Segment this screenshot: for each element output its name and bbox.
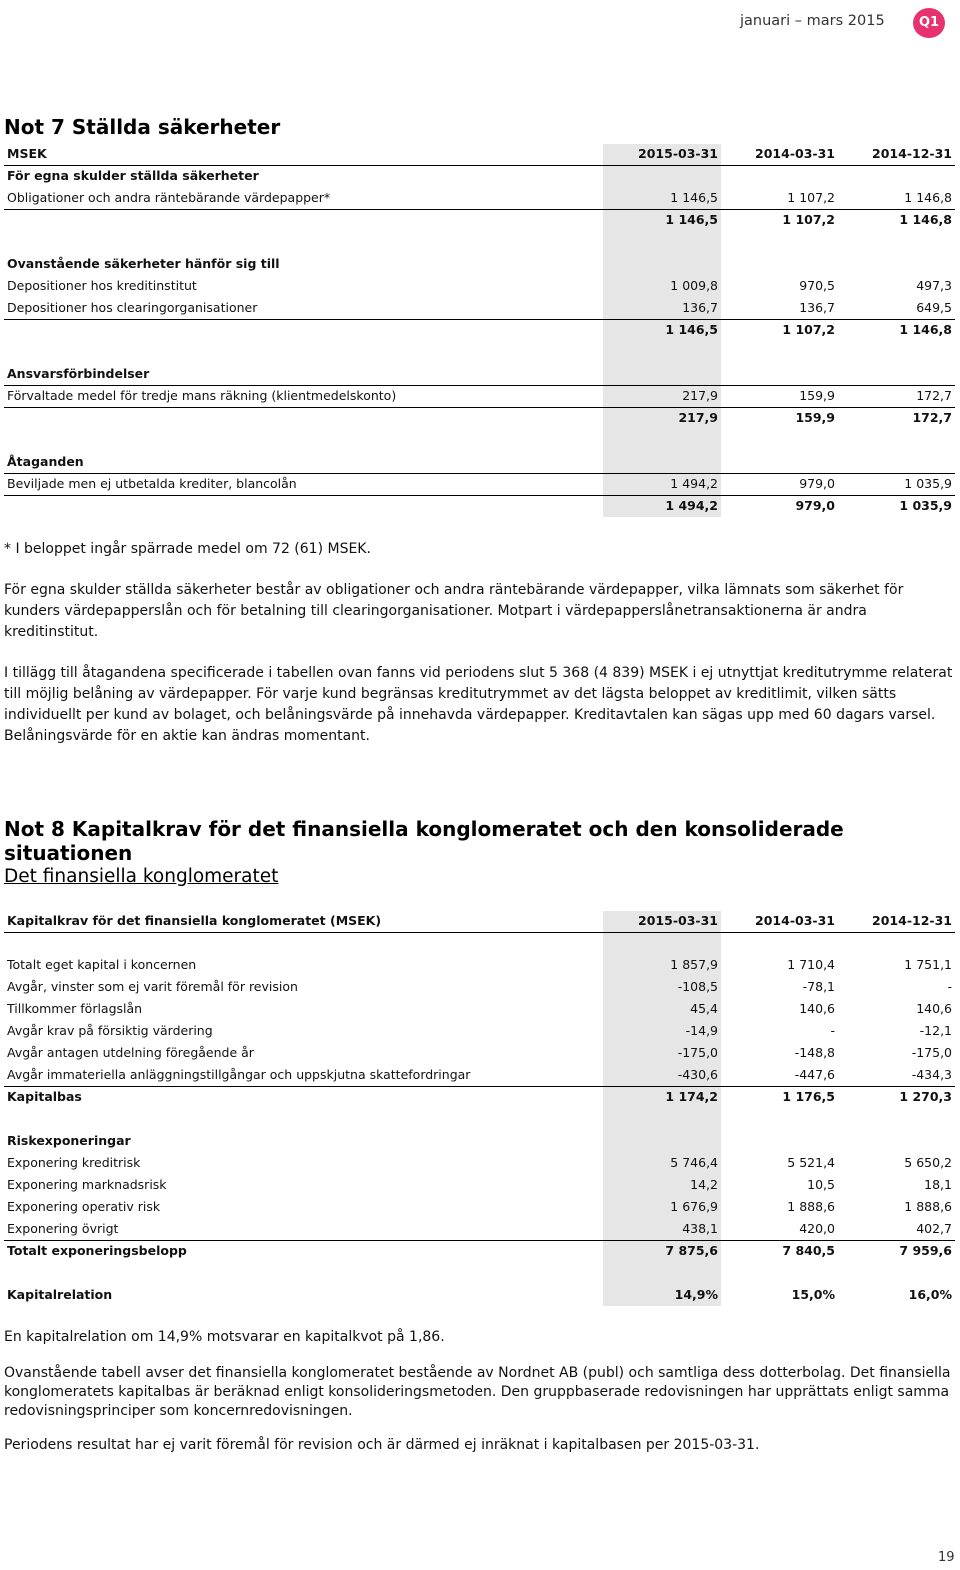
row-value-2: 1 888,6 xyxy=(787,1199,835,1214)
row-label: Förvaltade medel för tredje mans räkning (klientmedelskonto) xyxy=(7,388,397,403)
row-value-3: 497,3 xyxy=(916,278,952,293)
total-value-3: 1 035,9 xyxy=(899,498,952,513)
table-row xyxy=(6,976,955,998)
section-heading-label: För egna skulder ställda säkerheter xyxy=(7,168,259,183)
row-value-2: 5 521,4 xyxy=(787,1155,835,1170)
table-row xyxy=(6,1174,955,1196)
total-row xyxy=(6,407,955,429)
row-label: Tillkommer förlagslån xyxy=(7,1001,143,1016)
header-col-1: 2015-03-31 xyxy=(638,913,718,928)
row-value-3: - xyxy=(947,979,952,994)
paragraph: För egna skulder ställda säkerheter består av obligationer och andra räntebärande värdepapper, vilka lämnats som säkerhet för kunders värdepapperslån och för betalning till clearingorganisationer. Motpart i värdepapperslånetransaktionerna är andra kreditinstitut. xyxy=(4,582,904,640)
row-value-3: 1 035,9 xyxy=(904,476,952,491)
row-value-1: 5 746,4 xyxy=(670,1155,718,1170)
row-label: Kapitalrelation xyxy=(7,1287,113,1302)
section-heading xyxy=(6,253,955,275)
row-value-1: 1 857,9 xyxy=(670,957,718,972)
section-heading-label: Åtaganden xyxy=(7,454,84,469)
row-value-1: -430,6 xyxy=(677,1067,718,1082)
row-value-3: -12,1 xyxy=(919,1023,952,1038)
row-value-2: 10,5 xyxy=(807,1177,835,1192)
quarter-badge: Q1 xyxy=(913,8,945,38)
row-label: Exponering övrigt xyxy=(7,1221,119,1236)
table-row xyxy=(6,1020,955,1042)
footnote: * I beloppet ingår spärrade medel om 72 (61) MSEK. xyxy=(4,541,371,557)
row-label: Obligationer och andra räntebärande värdepapper* xyxy=(7,190,331,205)
table-row xyxy=(6,187,955,209)
row-label: Beviljade men ej utbetalda krediter, blancolån xyxy=(7,476,297,491)
header-col-3: 2014-12-31 xyxy=(872,913,952,928)
total-value-1: 1 146,5 xyxy=(665,322,718,337)
row-value-1: 1 009,8 xyxy=(670,278,718,293)
row-label: Depositioner hos clearingorganisationer xyxy=(7,300,258,315)
total-row xyxy=(6,209,955,231)
row-label: Avgår antagen utdelning föregående år xyxy=(7,1045,254,1060)
row-label: Exponering operativ risk xyxy=(7,1199,161,1214)
table-row xyxy=(6,1218,955,1240)
table-row xyxy=(6,297,955,319)
table-row xyxy=(6,954,955,976)
table-row xyxy=(6,1042,955,1064)
row-value-3: -434,3 xyxy=(911,1067,952,1082)
total-value-1: 1 146,5 xyxy=(665,212,718,227)
kapitalbas-row xyxy=(6,1086,955,1108)
row-label: Kapitalbas xyxy=(7,1089,82,1104)
row-value-2: -148,8 xyxy=(794,1045,835,1060)
section-heading xyxy=(6,363,955,385)
total-exposure-row xyxy=(6,1240,955,1262)
section-heading xyxy=(6,1130,955,1152)
header-col-2: 2014-03-31 xyxy=(755,913,835,928)
row-value-2: 1 710,4 xyxy=(787,957,835,972)
page-number: 19 xyxy=(938,1550,955,1565)
total-value-1: 217,9 xyxy=(678,410,718,425)
section-heading xyxy=(6,165,955,187)
section-heading-label: Riskexponeringar xyxy=(7,1133,131,1148)
table-row xyxy=(6,275,955,297)
row-value-3: 1 888,6 xyxy=(904,1199,952,1214)
total-row xyxy=(6,319,955,341)
row-label: Totalt eget kapital i koncernen xyxy=(7,957,197,972)
row-value-3: -175,0 xyxy=(911,1045,952,1060)
table-row xyxy=(6,1196,955,1218)
total-value-3: 1 146,8 xyxy=(899,322,952,337)
total-value-2: 159,9 xyxy=(795,410,835,425)
section-heading-label: Ovanstående säkerheter hänför sig till xyxy=(7,256,280,271)
row-value-2: - xyxy=(830,1023,835,1038)
row-label: Exponering kreditrisk xyxy=(7,1155,141,1170)
row-value-1: 7 875,6 xyxy=(665,1243,718,1258)
row-value-1: 14,9% xyxy=(674,1287,718,1302)
note8-subtitle: Det finansiella konglomeratet xyxy=(4,866,279,887)
row-label: Totalt exponeringsbelopp xyxy=(7,1243,187,1258)
row-value-1: -14,9 xyxy=(685,1023,718,1038)
row-value-2: 1 107,2 xyxy=(787,190,835,205)
report-period: januari – mars 2015 xyxy=(740,13,885,29)
row-label: Depositioner hos kreditinstitut xyxy=(7,278,197,293)
row-value-2: 979,0 xyxy=(799,476,835,491)
total-value-3: 172,7 xyxy=(912,410,952,425)
row-value-1: 136,7 xyxy=(682,300,718,315)
row-value-1: 1 146,5 xyxy=(670,190,718,205)
row-value-1: 14,2 xyxy=(690,1177,718,1192)
total-row xyxy=(6,495,955,517)
row-value-2: 1 176,5 xyxy=(782,1089,835,1104)
row-value-1: 1 174,2 xyxy=(665,1089,718,1104)
row-value-2: 7 840,5 xyxy=(782,1243,835,1258)
table-row xyxy=(6,385,955,407)
paragraph: I tillägg till åtagandena specificerade i tabellen ovan fanns vid periodens slut 5 368 (4 839) MSEK i ej utnyttjat kreditutrymme relaterat till möjlig belåning av värdepapper. För varje kund begränsas kreditutrymmet av det lägsta beloppet av kreditlimit, vilken sätts individuellt per kund av bolaget, och belåningsvärde på innehavda värdepapper. Kreditavtalen kan sägas upp med 60 dagars varsel. Belåningsvärde för en aktie kan ändras momentant. xyxy=(4,665,953,744)
row-value-2: -78,1 xyxy=(802,979,835,994)
row-value-2: 15,0% xyxy=(791,1287,835,1302)
row-value-2: -447,6 xyxy=(794,1067,835,1082)
row-label: Avgår immateriella anläggningstillgångar och uppskjutna skattefordringar xyxy=(7,1067,471,1082)
note7-table-header xyxy=(6,143,955,165)
row-value-3: 5 650,2 xyxy=(904,1155,952,1170)
total-value-2: 979,0 xyxy=(795,498,835,513)
row-value-3: 172,7 xyxy=(916,388,952,403)
row-value-1: 1 494,2 xyxy=(670,476,718,491)
section-heading xyxy=(6,451,955,473)
row-value-1: 45,4 xyxy=(690,1001,718,1016)
table-row xyxy=(6,1064,955,1086)
row-label: Avgår krav på försiktig värdering xyxy=(7,1023,213,1038)
row-value-3: 7 959,6 xyxy=(899,1243,952,1258)
table-row xyxy=(6,998,955,1020)
header-label: Kapitalkrav för det finansiella konglomeratet (MSEK) xyxy=(7,913,382,928)
section-heading-label: Ansvarsförbindelser xyxy=(7,366,150,381)
row-value-3: 649,5 xyxy=(916,300,952,315)
total-value-2: 1 107,2 xyxy=(782,322,835,337)
table-row xyxy=(6,473,955,495)
divider xyxy=(4,932,955,933)
header-col-1: 2015-03-31 xyxy=(638,146,718,161)
row-value-2: 136,7 xyxy=(799,300,835,315)
header-label: MSEK xyxy=(7,146,47,161)
paragraph: Periodens resultat har ej varit föremål för revision och är därmed ej inräknat i kapitalbasen per 2015-03-31. xyxy=(4,1437,760,1453)
row-value-3: 1 751,1 xyxy=(904,957,952,972)
total-value-1: 1 494,2 xyxy=(665,498,718,513)
row-value-3: 140,6 xyxy=(916,1001,952,1016)
header-col-3: 2014-12-31 xyxy=(872,146,952,161)
row-value-1: 217,9 xyxy=(682,388,718,403)
row-value-1: -175,0 xyxy=(677,1045,718,1060)
row-value-3: 1 270,3 xyxy=(899,1089,952,1104)
row-value-2: 970,5 xyxy=(799,278,835,293)
row-value-1: -108,5 xyxy=(677,979,718,994)
row-value-3: 16,0% xyxy=(908,1287,952,1302)
header-col-2: 2014-03-31 xyxy=(755,146,835,161)
total-value-2: 1 107,2 xyxy=(782,212,835,227)
row-value-3: 1 146,8 xyxy=(904,190,952,205)
note8-table-header xyxy=(6,910,955,932)
row-value-2: 159,9 xyxy=(799,388,835,403)
row-value-2: 140,6 xyxy=(799,1001,835,1016)
paragraph: Ovanstående tabell avser det finansiella konglomeratet bestående av Nordnet AB (publ) och samtliga dess dotterbolag. Det finansiella konglomeratets kapitalbas är beräknad enligt konsolideringsmetoden. Den gruppbaserade redovisningen har upprättats enligt samma redovisningsprinciper som koncernredovisningen. xyxy=(4,1365,951,1419)
row-label: Avgår, vinster som ej varit föremål för revision xyxy=(7,979,298,994)
row-value-3: 18,1 xyxy=(924,1177,952,1192)
table-row xyxy=(6,1152,955,1174)
note8-title: Not 8 Kapitalkrav för det finansiella konglomeratet och den konsoliderade situationen xyxy=(4,817,844,865)
capital-ratio-row xyxy=(6,1284,955,1306)
row-value-1: 438,1 xyxy=(682,1221,718,1236)
note7-title: Not 7 Ställda säkerheter xyxy=(4,115,281,139)
paragraph: En kapitalrelation om 14,9% motsvarar en kapitalkvot på 1,86. xyxy=(4,1329,445,1345)
row-label: Exponering marknadsrisk xyxy=(7,1177,167,1192)
row-value-2: 420,0 xyxy=(799,1221,835,1236)
row-value-3: 402,7 xyxy=(916,1221,952,1236)
total-value-3: 1 146,8 xyxy=(899,212,952,227)
row-value-1: 1 676,9 xyxy=(670,1199,718,1214)
